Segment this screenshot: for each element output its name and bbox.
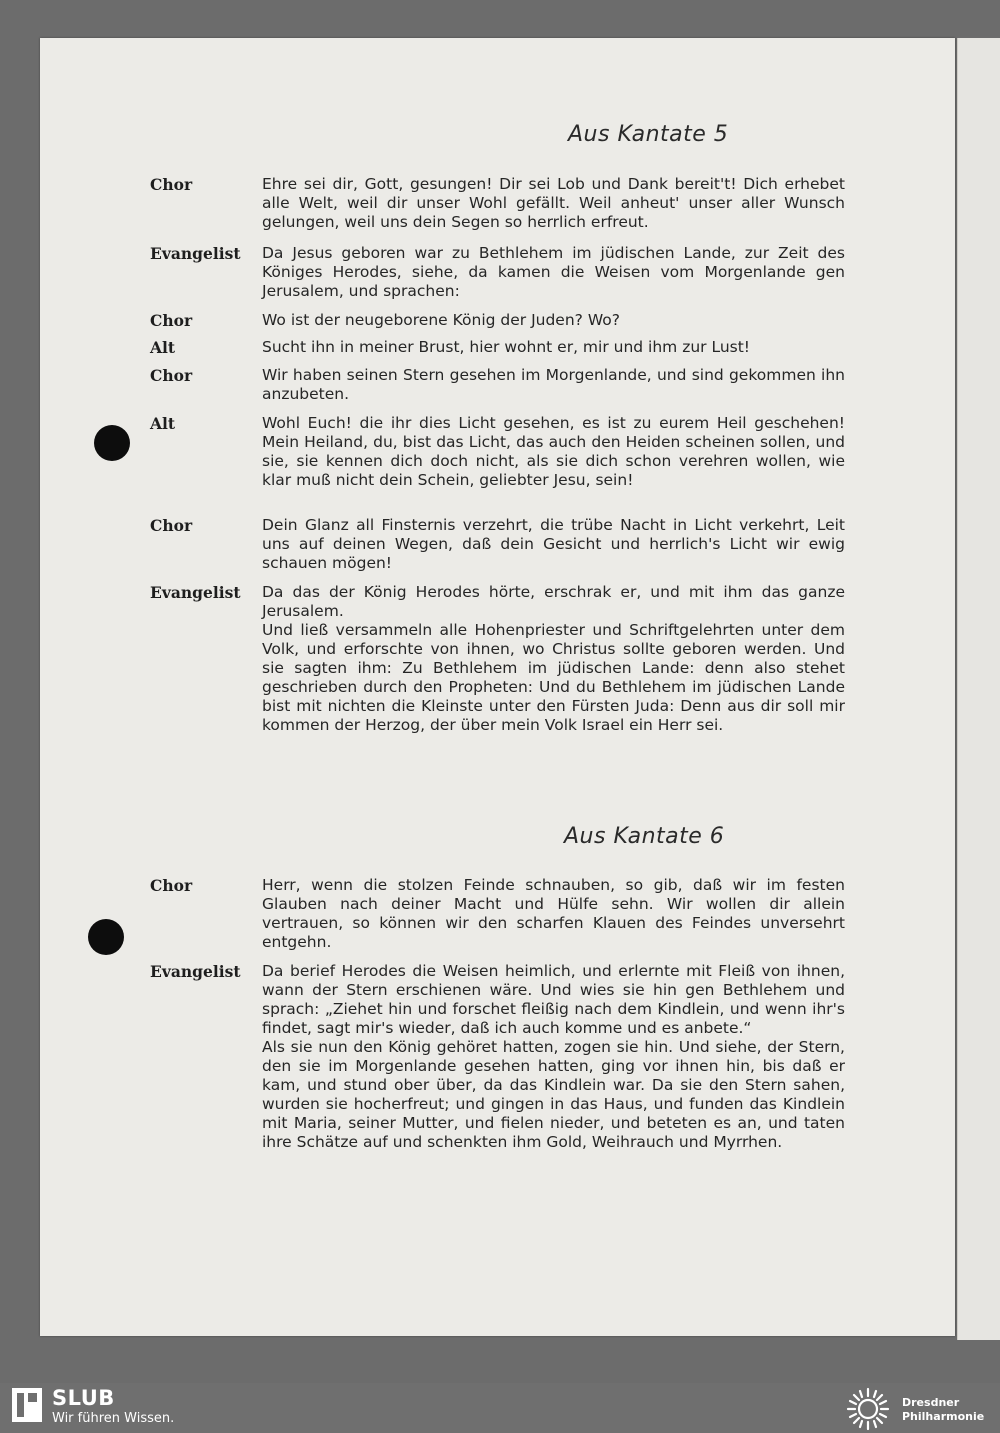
- section-heading-kantate-5: Aus Kantate 5: [568, 122, 729, 147]
- adjacent-page-edge: [957, 38, 1000, 1340]
- speaker-label: Evangelist: [150, 244, 241, 263]
- paragraph: Herr, wenn die stolzen Feinde schnauben, so gib, daß wir im festen Glauben nach deiner Macht und Hülfe sehn. Wir wollen dir allein vertrauen, so können wir den scharfen Klauen des Feindes unversehrt entgehn.: [262, 876, 845, 951]
- paragraph: Da Jesus geboren war zu Bethlehem im jüdischen Lande, zur Zeit des Königes Herodes, siehe, da kamen die Weisen vom Morgenlande gen Jerusalem, und sprachen:: [262, 244, 845, 300]
- speaker-label: Chor: [150, 876, 193, 895]
- paragraph: Wir haben seinen Stern gesehen im Morgenlande, und sind gekommen ihn anzubeten.: [262, 366, 845, 403]
- slub-tagline: Wir führen Wissen.: [52, 1411, 175, 1426]
- entry-text: [262, 516, 845, 573]
- paragraph: Da das der König Herodes hörte, erschrak er, und mit ihm das ganze Jerusalem.: [262, 583, 845, 620]
- partner-name-line-1: Dresdner: [902, 1396, 960, 1409]
- punch-hole: [88, 919, 124, 955]
- slub-name: SLUB: [52, 1386, 115, 1410]
- speaker-label: Evangelist: [150, 962, 241, 981]
- dresdner-philharmonie-logo-icon: [842, 1387, 894, 1431]
- entry-text: [262, 244, 845, 301]
- speaker-label: Chor: [150, 311, 193, 330]
- punch-hole: [94, 425, 130, 461]
- speaker-label: Evangelist: [150, 583, 241, 602]
- speaker-label: Chor: [150, 175, 193, 194]
- entry-text: [262, 338, 845, 357]
- paragraph: Und ließ versammeln alle Hohenpriester und Schriftgelehrten unter dem Volk, und erforschte von ihnen, wo Christus sollte geboren werden. Und sie sagten ihm: Zu Bethlehem im jüdischen Lande: denn also stehet geschrieben durch den Propheten: Und du Bethlehem im jüdischen Lande bist mit nichten die Kleinste unter den Fürsten Juda: Denn aus dir soll mir kommen der Herzog, der über mein Volk Israel ein Herr sei.: [262, 621, 845, 734]
- paragraph: Als sie nun den König gehöret hatten, zogen sie hin. Und siehe, der Stern, den sie im Morgenlande gesehen hatten, ging vor ihnen hin, bis daß er kam, und stund ober über, da das Kindlein war. Da sie den Stern sahen, wurden sie hocherfreut; und gingen in das Haus, und funden das Kindlein mit Maria, seiner Mutter, und fielen nieder, und beteten es an, und taten ihre Schätze auf und schenkten ihm Gold, Weihrauch und Myrrhen.: [262, 1038, 845, 1151]
- speaker-label: Chor: [150, 516, 193, 535]
- entry-text: [262, 414, 845, 490]
- speaker-label: Chor: [150, 366, 193, 385]
- paragraph: Da berief Herodes die Weisen heimlich, und erlernte mit Fleiß von ihnen, wann der Stern erschienen wäre. Und wies sie hin gen Bethlehem und sprach: „Ziehet hin und forschet fleißig nach dem Kindlein, und wenn ihr's findet, sagt mir's wieder, daß ich auch komme und es anbete.“: [262, 962, 845, 1037]
- paragraph: Ehre sei dir, Gott, gesungen! Dir sei Lob und Dank bereit't! Dich erhebet alle Welt, weil dir unser Wohl gefällt. Weil anheut' unser aller Wunsch gelungen, weil uns dein Segen so herrlich erfreut.: [262, 175, 845, 231]
- paragraph: Dein Glanz all Finsternis verzehrt, die trübe Nacht in Licht verkehrt, Leit uns auf deinen Wegen, daß dein Gesicht und herrlich's Licht wir ewig schauen mögen!: [262, 516, 845, 572]
- entry-text: [262, 366, 845, 404]
- speaker-label: Alt: [150, 414, 176, 433]
- entry-text: [262, 311, 845, 330]
- paragraph: Sucht ihn in meiner Brust, hier wohnt er, mir und ihm zur Lust!: [262, 338, 751, 356]
- paragraph: Wo ist der neugeborene König der Juden? Wo?: [262, 311, 620, 329]
- section-heading-kantate-6: Aus Kantate 6: [564, 824, 725, 849]
- entry-text: [262, 962, 845, 1152]
- entry-text: [262, 583, 845, 735]
- entry-text: [262, 876, 845, 952]
- paragraph: Wohl Euch! die ihr dies Licht gesehen, es ist zu eurem Heil geschehen! Mein Heiland, du, bist das Licht, das auch den Heiden scheinen sollen, und sie, sie kennen dich doch nicht, als sie dich schon verehren wollen, wie klar muß nicht dein Schein, geliebter Jesu, sein!: [262, 414, 845, 489]
- slub-logo-icon: [12, 1388, 42, 1422]
- entry-text: [262, 175, 845, 232]
- partner-name-line-2: Philharmonie: [902, 1410, 985, 1423]
- footer-bar: [0, 1383, 1000, 1433]
- speaker-label: Alt: [150, 338, 176, 357]
